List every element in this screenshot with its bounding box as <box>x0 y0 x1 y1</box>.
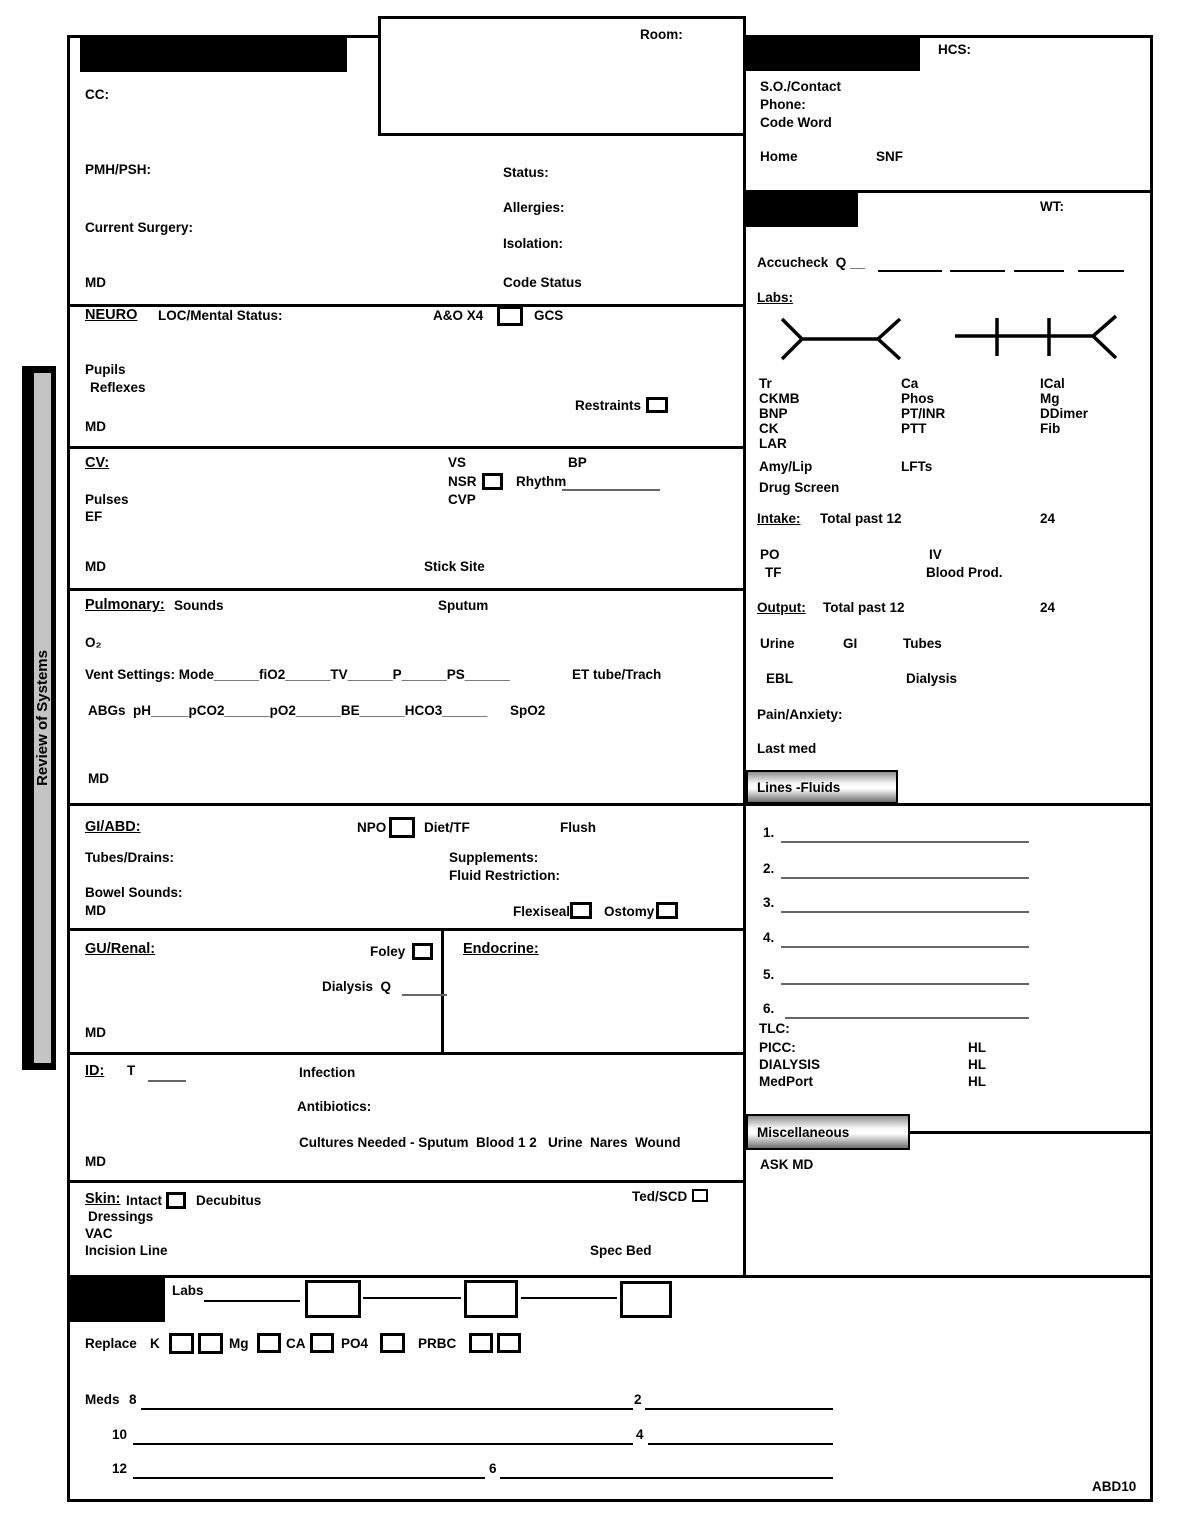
lab-ptinr: PT/INR <box>901 406 946 421</box>
tlc-label: TLC: <box>759 1021 790 1036</box>
picc-label: PICC: <box>759 1040 796 1055</box>
miscellaneous-header <box>746 1114 910 1150</box>
gi-output-label: GI <box>843 636 858 651</box>
reflexes-label: Reflexes <box>90 380 146 395</box>
nsr-checkbox[interactable] <box>482 473 503 490</box>
picc-hl-label: HL <box>968 1040 986 1055</box>
ca-checkbox[interactable] <box>310 1333 334 1353</box>
gi-abd-header: GI/ABD: <box>85 819 141 835</box>
aox4-checkbox[interactable] <box>497 306 523 326</box>
foley-label: Foley <box>370 944 406 959</box>
labs-connector-2[interactable] <box>521 1297 617 1299</box>
labs-time-box-1[interactable] <box>305 1280 361 1318</box>
lab-ca: Ca <box>901 376 919 391</box>
lab-ical: ICal <box>1040 376 1065 391</box>
allergies-label: Allergies: <box>503 200 565 215</box>
dressings-label: Dressings <box>88 1209 154 1224</box>
replace-prbc-label: PRBC <box>418 1336 457 1351</box>
labs-time-box-3[interactable] <box>620 1281 672 1318</box>
code-word-label: Code Word <box>760 115 832 130</box>
section-line-demo-neuro <box>70 304 743 307</box>
npo-label: NPO <box>357 820 387 835</box>
room-box[interactable] <box>378 16 746 136</box>
lab-ck: CK <box>759 421 779 436</box>
lab-lfts: LFTs <box>901 459 933 474</box>
meds-12-label: 12 <box>112 1461 128 1476</box>
cc-label: CC: <box>85 87 109 102</box>
o2-label: O₂ <box>85 635 102 650</box>
lab-phos: Phos <box>901 391 935 406</box>
dialysis-output-label: Dialysis <box>906 671 958 686</box>
meds-8-label: 8 <box>129 1392 137 1407</box>
spec-bed-label: Spec Bed <box>590 1243 652 1258</box>
intact-checkbox[interactable] <box>166 1192 186 1209</box>
prbc-checkbox-2[interactable] <box>497 1333 521 1353</box>
k-checkbox-2[interactable] <box>198 1333 223 1354</box>
cbc-fishbone-icon <box>950 310 1122 362</box>
ostomy-label: Ostomy <box>604 904 655 919</box>
flexiseal-label: Flexiseal <box>513 904 571 919</box>
meds-4-label: 4 <box>636 1427 644 1442</box>
output-label: Output: <box>757 600 806 615</box>
phone-label: Phone: <box>760 97 806 112</box>
npo-checkbox[interactable] <box>389 817 415 838</box>
foley-checkbox[interactable] <box>412 943 433 960</box>
meds-label: Meds <box>85 1392 120 1407</box>
meds-6-blank[interactable] <box>500 1477 833 1479</box>
urine-label: Urine <box>760 636 795 651</box>
neuro-md-label: MD <box>85 419 106 434</box>
gu-md-label: MD <box>85 1025 106 1040</box>
dialysis-q-label: Dialysis Q <box>322 979 392 994</box>
bp-label: BP <box>568 455 587 470</box>
lab-tr: Tr <box>759 376 772 391</box>
gi-md-label: MD <box>85 903 106 918</box>
endocrine-header: Endocrine: <box>463 941 539 957</box>
bottom-labs-label: Labs <box>172 1283 204 1298</box>
output-24-label: 24 <box>1040 600 1056 615</box>
vs-label: VS <box>448 455 467 470</box>
medport-hl-label: HL <box>968 1074 986 1089</box>
supplements-label: Supplements: <box>449 850 539 865</box>
ted-scd-checkbox[interactable] <box>692 1189 708 1202</box>
aox4-label: A&O X4 <box>433 308 484 323</box>
infection-label: Infection <box>299 1065 356 1080</box>
labs-time-box-2[interactable] <box>464 1280 518 1318</box>
stick-site-label: Stick Site <box>424 559 485 574</box>
replace-po4-label: PO4 <box>341 1336 369 1351</box>
review-of-systems-title: Review of Systems <box>34 650 51 786</box>
lines-fluids-title: Lines -Fluids <box>757 779 841 795</box>
iv-label: IV <box>929 547 942 562</box>
line-5-blank[interactable] <box>781 983 1029 985</box>
demo-md-label: MD <box>85 275 106 290</box>
room-label: Room: <box>640 27 683 42</box>
current-surgery-label: Current Surgery: <box>85 220 194 235</box>
ted-scd-label: Ted/SCD <box>632 1189 688 1204</box>
isolation-label: Isolation: <box>503 236 563 251</box>
restraints-checkbox[interactable] <box>646 397 668 413</box>
line-2-number: 2. <box>763 861 775 876</box>
section-line-id-skin <box>70 1180 743 1183</box>
sounds-label: Sounds <box>174 598 224 613</box>
mg-checkbox[interactable] <box>257 1333 281 1353</box>
lines-fluids-header <box>746 770 898 804</box>
replace-mg-label: Mg <box>229 1336 249 1351</box>
ask-md-label: ASK MD <box>760 1157 814 1172</box>
intake-24-label: 24 <box>1040 511 1056 526</box>
section-line-cv-pulm <box>70 588 743 591</box>
line-4-number: 4. <box>763 930 775 945</box>
medport-label: MedPort <box>759 1074 813 1089</box>
dialysis-hl-label: HL <box>968 1057 986 1072</box>
meds-12-blank[interactable] <box>133 1477 485 1479</box>
accucheck-blank-1[interactable] <box>878 270 942 272</box>
temp-blank[interactable] <box>148 1080 186 1082</box>
accucheck-blank-2[interactable] <box>950 270 1005 272</box>
contact-header-redaction <box>745 36 920 71</box>
spo2-label: SpO2 <box>510 703 546 718</box>
dialysis-q-blank[interactable] <box>402 994 447 996</box>
intake-label: Intake: <box>757 511 801 526</box>
line-3-blank[interactable] <box>781 911 1029 913</box>
skin-header: Skin: <box>85 1191 121 1207</box>
tf-label: TF <box>765 565 782 580</box>
pulses-label: Pulses <box>85 492 129 507</box>
id-header: ID: <box>85 1063 105 1079</box>
lab-ptt: PTT <box>901 421 927 436</box>
blood-prod-label: Blood Prod. <box>926 565 1003 580</box>
accucheck-blank-3[interactable] <box>1014 270 1064 272</box>
flush-label: Flush <box>560 820 596 835</box>
line-6-number: 6. <box>763 1001 775 1016</box>
cultures-label: Cultures Needed - Sputum Blood 1 2 Urine Nares Wound <box>299 1135 681 1150</box>
et-tube-label: ET tube/Trach <box>572 667 662 682</box>
section-line-neuro-cv <box>70 446 743 449</box>
cvp-label: CVP <box>448 492 476 507</box>
gu-endocrine-divider <box>441 928 444 1052</box>
lab-bnp: BNP <box>759 406 788 421</box>
labs-header: Labs: <box>757 290 794 305</box>
meds-8-blank[interactable] <box>141 1408 633 1410</box>
pmh-label: PMH/PSH: <box>85 162 152 177</box>
ebl-label: EBL <box>766 671 793 686</box>
meds-10-blank[interactable] <box>133 1443 633 1445</box>
chem-fishbone-icon <box>768 315 908 363</box>
wt-label: WT: <box>1040 199 1064 214</box>
nsr-label: NSR <box>448 474 477 489</box>
tubes-label: Tubes <box>903 636 942 651</box>
hcs-label: HCS: <box>938 42 971 57</box>
bowel-sounds-label: Bowel Sounds: <box>85 885 183 900</box>
cv-md-label: MD <box>85 559 106 574</box>
tubes-drains-label: Tubes/Drains: <box>85 850 175 865</box>
id-md-label: MD <box>85 1154 106 1169</box>
line-1-number: 1. <box>763 825 775 840</box>
pulmonary-header: Pulmonary: <box>85 597 165 613</box>
lab-fib: Fib <box>1040 421 1061 436</box>
lab-ckmb: CKMB <box>759 391 800 406</box>
po4-checkbox[interactable] <box>380 1333 405 1353</box>
rhythm-blank[interactable] <box>562 489 660 491</box>
output-total-label: Total past 12 <box>823 600 905 615</box>
meds-2-blank[interactable] <box>645 1408 833 1410</box>
meds-2-label: 2 <box>634 1392 642 1407</box>
fluid-restriction-label: Fluid Restriction: <box>449 868 560 883</box>
so-contact-label: S.O./Contact <box>760 79 842 94</box>
line-5-number: 5. <box>763 967 775 982</box>
dialysis-line-label: DIALYSIS <box>759 1057 821 1072</box>
accucheck-label: Accucheck Q __ <box>757 255 866 270</box>
gcs-label: GCS <box>534 308 564 323</box>
replace-label: Replace <box>85 1336 137 1351</box>
meds-10-label: 10 <box>112 1427 128 1442</box>
line-3-number: 3. <box>763 895 775 910</box>
sputum-label: Sputum <box>438 598 489 613</box>
lab-mg: Mg <box>1040 391 1060 406</box>
antibiotics-label: Antibiotics: <box>297 1099 372 1114</box>
pupils-label: Pupils <box>85 362 126 377</box>
bottom-labs-blank[interactable] <box>204 1300 300 1302</box>
section-line-skin-bottom <box>70 1275 1153 1278</box>
replace-k-label: K <box>150 1336 160 1351</box>
line-1-blank[interactable] <box>781 841 1029 843</box>
ostomy-checkbox[interactable] <box>656 902 678 919</box>
po-label: PO <box>760 547 780 562</box>
vac-label: VAC <box>85 1226 113 1241</box>
intact-label: Intact <box>126 1193 163 1208</box>
pain-anxiety-label: Pain/Anxiety: <box>757 707 843 722</box>
pulm-md-label: MD <box>88 771 109 786</box>
diet-tf-label: Diet/TF <box>424 820 470 835</box>
line-4-blank[interactable] <box>781 946 1029 948</box>
accucheck-blank-4[interactable] <box>1078 270 1124 272</box>
line-2-blank[interactable] <box>781 877 1029 879</box>
patient-name-redaction <box>80 36 347 72</box>
vent-settings-label: Vent Settings: Mode______fiO2______TV______P______PS______ <box>85 667 510 682</box>
ef-label: EF <box>85 509 103 524</box>
gu-renal-header: GU/Renal: <box>85 941 156 957</box>
abg-label: ABGs pH_____pCO2______pO2______BE______HCO3______ <box>88 703 488 718</box>
replace-ca-label: CA <box>286 1336 306 1351</box>
miscellaneous-title: Miscellaneous <box>757 1124 850 1140</box>
lab-drug-screen: Drug Screen <box>759 480 840 495</box>
k-checkbox-1[interactable] <box>169 1333 194 1354</box>
rhythm-label: Rhythm <box>516 474 567 489</box>
section-line-pulm-gi <box>70 803 1153 806</box>
status-label: Status: <box>503 165 549 180</box>
code-status-label: Code Status <box>503 275 582 290</box>
meds-4-blank[interactable] <box>648 1443 833 1445</box>
section-line-gi-gu <box>70 928 743 931</box>
incision-line-label: Incision Line <box>85 1243 168 1258</box>
form-code-label: ABD10 <box>1092 1479 1137 1494</box>
cv-header: CV: <box>85 455 110 471</box>
bottom-header-redaction <box>70 1277 165 1322</box>
lab-lar: LAR <box>759 436 787 451</box>
labs-connector-1[interactable] <box>363 1297 461 1299</box>
vitals-header-redaction <box>745 191 858 227</box>
form-border <box>67 35 1153 1502</box>
meds-6-label: 6 <box>489 1461 497 1476</box>
lab-amylip: Amy/Lip <box>759 459 813 474</box>
flexiseal-checkbox[interactable] <box>570 902 592 919</box>
line-6-blank[interactable] <box>785 1017 1029 1019</box>
loc-label: LOC/Mental Status: <box>158 308 283 323</box>
home-label: Home <box>760 149 798 164</box>
section-line-gu-id <box>70 1052 743 1055</box>
neuro-header: NEURO <box>85 307 138 323</box>
intake-total-label: Total past 12 <box>820 511 902 526</box>
last-med-label: Last med <box>757 741 817 756</box>
snf-label: SNF <box>876 149 903 164</box>
prbc-checkbox-1[interactable] <box>469 1333 493 1353</box>
restraints-label: Restraints <box>575 398 642 413</box>
temp-label: T <box>127 1063 136 1078</box>
review-of-systems-bar <box>34 373 51 1063</box>
decubitus-label: Decubitus <box>196 1193 262 1208</box>
lab-ddimer: DDimer <box>1040 406 1089 421</box>
